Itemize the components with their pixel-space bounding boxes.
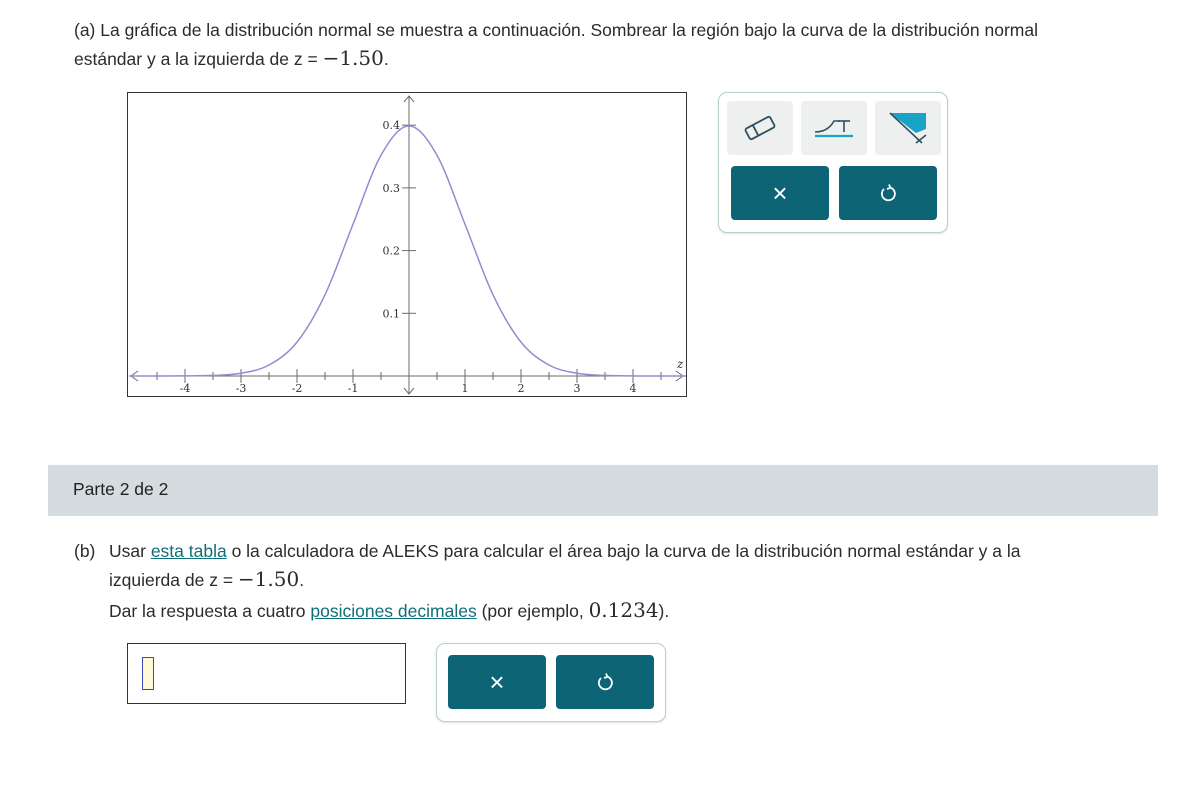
- undo-answer-button[interactable]: [556, 655, 654, 709]
- posiciones-decimales-link[interactable]: posiciones decimales: [310, 601, 477, 621]
- part-a-line1: (a) La gráfica de la distribución normal se muestra a continuación. Sombrear la región bajo la curva de la distribución normal: [74, 20, 1038, 40]
- close-icon: ×: [772, 177, 788, 208]
- answer-cursor[interactable]: [142, 657, 154, 690]
- y-tick-label: 0.3: [382, 181, 400, 195]
- point-tool-button[interactable]: [801, 101, 867, 155]
- clear-graph-button[interactable]: [731, 166, 829, 220]
- chart-canvas[interactable]: [128, 93, 686, 396]
- y-tick-label: 0.1: [382, 307, 400, 321]
- answer-input[interactable]: [127, 643, 406, 704]
- part-header: [48, 465, 1158, 516]
- part-b-question: [74, 537, 1021, 625]
- undo-graph-button[interactable]: [839, 166, 937, 220]
- x-tick-label: 4: [629, 382, 637, 395]
- chart-axes: [131, 96, 683, 394]
- graph-tool-panel: [718, 92, 948, 233]
- z-value-b: −1.50: [237, 567, 300, 591]
- undo-icon: [596, 672, 614, 692]
- eraser-icon: [740, 113, 780, 143]
- part-b-line3: Dar la respuesta a cuatro posiciones decimales (por ejemplo, 0.1234).: [109, 598, 670, 622]
- y-tick-label: 0.2: [382, 244, 400, 258]
- x-tick-label: -4: [179, 382, 191, 395]
- x-tick-label: 1: [461, 382, 469, 395]
- part-b-line2: izquierda de z = −1.50.: [109, 567, 305, 591]
- esta-tabla-link[interactable]: esta tabla: [150, 541, 227, 561]
- answer-action-panel: [436, 643, 666, 722]
- x-tick-label: 2: [517, 382, 525, 395]
- clear-answer-button[interactable]: [448, 655, 546, 709]
- z-value: −1.50: [322, 46, 384, 70]
- example-value: 0.1234: [588, 598, 659, 622]
- close-icon: ×: [489, 666, 505, 697]
- y-tick-label: 0.4: [382, 119, 400, 133]
- shade-tool-button[interactable]: [875, 101, 941, 155]
- x-tick-label: -2: [291, 382, 303, 395]
- x-tick-label: 3: [573, 382, 581, 395]
- x-tick-label: -3: [235, 382, 247, 395]
- x-tick-label: -1: [347, 382, 359, 395]
- eraser-tool-button[interactable]: [727, 101, 793, 155]
- shade-region-icon: [886, 109, 930, 147]
- part-header-text: Parte 2 de 2: [73, 479, 169, 499]
- normal-distribution-graph[interactable]: [127, 92, 687, 397]
- axis-label-z: z: [677, 357, 684, 371]
- point-tool-icon: [812, 113, 856, 143]
- part-a-question: [74, 16, 1038, 73]
- part-a-line2: estándar y a la izquierda de z = −1.50.: [74, 46, 389, 70]
- part-b-line1: (b) Usar esta tabla o la calculadora de ALEKS para calcular el área bajo la curva de la distribución normal estándar y a la: [74, 541, 1021, 561]
- undo-icon: [879, 183, 897, 203]
